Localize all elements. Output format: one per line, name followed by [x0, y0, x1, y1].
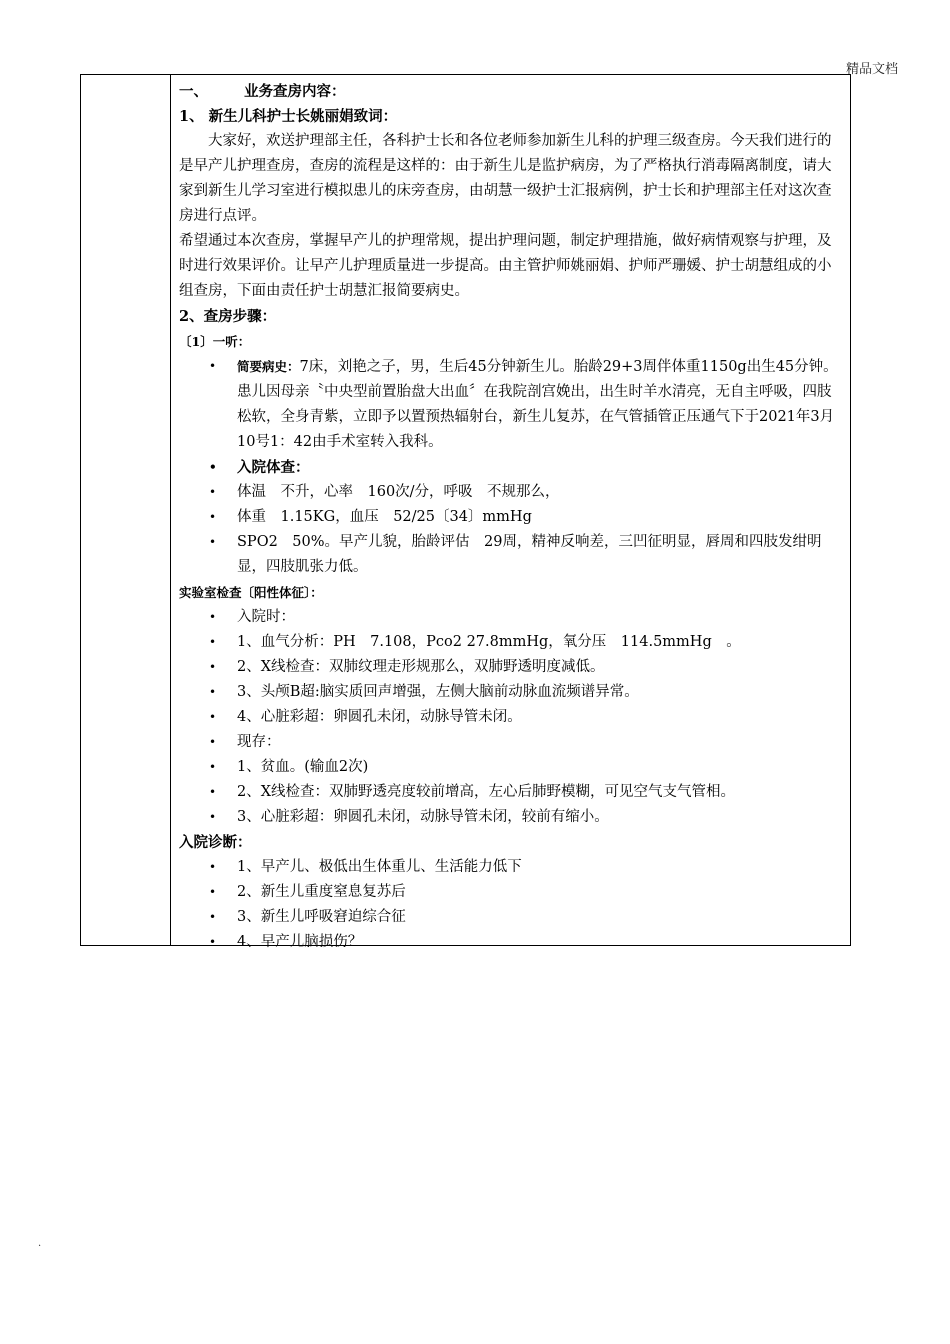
lab-item: • 2、X线检查：双肺纹理走形规那么，双肺野透明度减低。 — [179, 655, 844, 680]
exam-item: • 体温 不升，心率 160次/分，呼吸 不规那么， — [179, 480, 844, 505]
diag-item: • 4、早产儿脑损伤？ — [179, 930, 844, 955]
history-item — [179, 354, 844, 455]
section-number: 一、 — [179, 83, 208, 100]
para-welcome: 大家好，欢送护理部主任，各科护士长和各位老师参加新生儿科的护理三级查房。今天我们进行的是早产儿护理查房，查房的流程是这样的：由于新生儿是监护病房，为了严格执行消毒隔离制度，请大家到新生儿学习室进行模拟患儿的床旁查房，由胡慧一级护士汇报病例，护士长和护理部主任对这次查房进行点评。 — [179, 133, 832, 224]
section-heading-text: 业务查房内容： — [244, 83, 346, 100]
exam-label: • 入院体查： — [179, 455, 844, 480]
lab-item: • 4、心脏彩超：卵圆孔未闭，动脉导管未闭。 — [179, 705, 844, 730]
lab-item: • 入院时： — [179, 605, 844, 630]
lab-item: • 现存： — [179, 730, 844, 755]
history-list — [179, 354, 844, 580]
section-heading — [179, 79, 844, 104]
lab-item: • 3、心脏彩超：卵圆孔未闭，动脉导管未闭，较前有缩小。 — [179, 805, 844, 830]
exam-item: • 体重 1.15KG，血压 52/25〔34〕mmHg — [179, 505, 844, 530]
diag-title: 入院诊断： — [179, 834, 252, 851]
diag-item: • 2、新生儿重度窒息复苏后 — [179, 880, 844, 905]
content-cell — [179, 79, 844, 955]
lab-item: • 3、头颅B超:脑实质回声增强，左侧大脑前动脉血流频谱异常。 — [179, 680, 844, 705]
footer-dot: . — [38, 1238, 42, 1249]
para-purpose: 希望通过本次查房，掌握早产儿的护理常规，提出护理问题，制定护理措施，做好病情观察与护理，及时进行效果评价。让早产儿护理质量进一步提高。由主管护师姚丽娟、护师严珊媛、护士胡慧组成的小组查房，下面由责任护士胡慧汇报简要病史。 — [179, 233, 832, 299]
header-mark: 精品文档 — [845, 62, 898, 77]
step1-title: 〔1〕一听： — [179, 334, 251, 349]
history-text: 7床，刘艳之子，男，生后45分钟新生儿。胎龄29+3周伴体重1150g出生45分钟。患儿因母亲〝中央型前置胎盘大出血〞在我院剖宫娩出，出生时羊水清亮，无自主呼吸，四肢松软，全身青紫，立即予以置预热辐射台，新生儿复苏，在气管插管正压通气下于2021年3月10号1：42由手术室转入我科。 — [237, 359, 838, 450]
lab-list — [179, 605, 844, 830]
lab-item: • 1、贫血。(输血2次) — [179, 755, 844, 780]
content-table — [80, 74, 851, 950]
sub2-title: 2、查房步骤： — [179, 308, 277, 325]
diag-list — [179, 855, 844, 955]
lab-item: • 2、X线检查：双肺野透亮度较前增高，左心后肺野模糊，可见空气支气管相。 — [179, 780, 844, 805]
left-column — [81, 75, 171, 945]
diag-item: • 3、新生儿呼吸窘迫综合征 — [179, 905, 844, 930]
sub1-title: 1、 新生儿科护士长姚丽娟致词： — [179, 108, 398, 125]
lab-title: 实验室检查〔阳性体征〕： — [179, 585, 323, 600]
exam-item: • SPO2 50%。早产儿貌，胎龄评估 29周，精神反响差，三凹征明显，唇周和四肢发绀明显，四肢肌张力低。 — [179, 530, 844, 580]
diag-item: • 1、早产儿、极低出生体重儿、生活能力低下 — [179, 855, 844, 880]
history-label: 简要病史： — [237, 359, 300, 374]
lab-item: • 1、血气分析：PH 7.108，Pco2 27.8mmHg，氧分压 114.5mmHg 。 — [179, 630, 844, 655]
